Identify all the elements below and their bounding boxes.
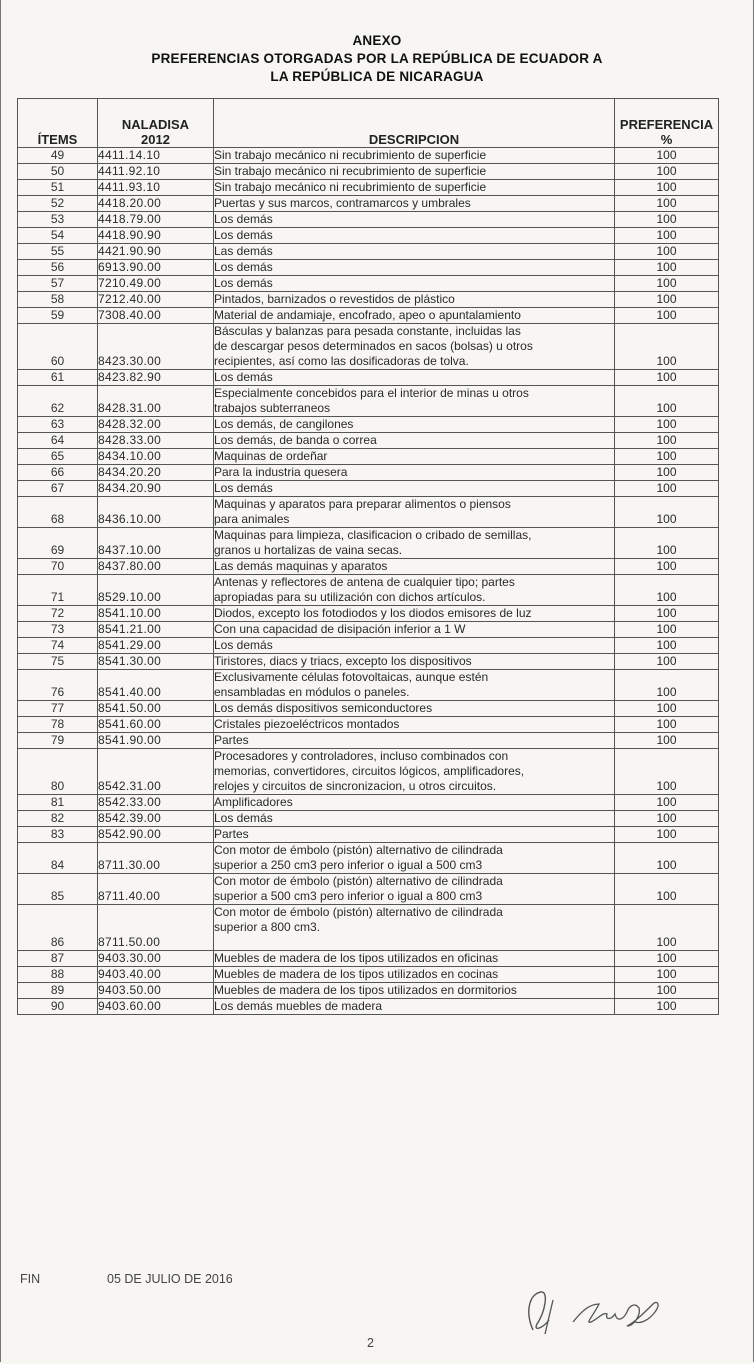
cell-preference: 100 xyxy=(615,465,719,481)
description-line: Sin trabajo mecánico ni recubrimiento de superficie xyxy=(214,148,487,162)
cell-preference: 100 xyxy=(615,999,719,1015)
description-line: Partes xyxy=(214,827,249,841)
column-header-preference-line2: % xyxy=(660,132,673,147)
table-row xyxy=(18,212,719,228)
cell-preference: 100 xyxy=(615,196,719,212)
cell-preference: 100 xyxy=(615,983,719,999)
cell-item: 58 xyxy=(18,292,98,308)
description-line: Para la industria quesera xyxy=(214,465,348,479)
table-row xyxy=(18,164,719,180)
table-row xyxy=(18,638,719,654)
cell-description xyxy=(214,874,615,905)
description-line: Los demás xyxy=(214,212,273,226)
cell-description xyxy=(214,528,615,559)
cell-description xyxy=(214,324,615,370)
cell-naladisa-code: 8542.90.00 xyxy=(98,827,214,843)
cell-preference: 100 xyxy=(615,433,719,449)
cell-naladisa-code: 9403.40.00 xyxy=(98,967,214,983)
cell-naladisa-code: 4418.20.00 xyxy=(98,196,214,212)
cell-naladisa-code: 8541.29.00 xyxy=(98,638,214,654)
cell-item: 50 xyxy=(18,164,98,180)
cell-description xyxy=(214,559,615,575)
description-line: Cristales piezoeléctricos montados xyxy=(214,717,400,731)
cell-description xyxy=(214,654,615,670)
cell-item: 62 xyxy=(18,386,98,417)
cell-naladisa-code: 8711.50.00 xyxy=(98,905,214,951)
cell-naladisa-code: 8436.10.00 xyxy=(98,497,214,528)
cell-item: 81 xyxy=(18,795,98,811)
cell-item: 84 xyxy=(18,843,98,874)
table-row xyxy=(18,733,719,749)
cell-item: 86 xyxy=(18,905,98,951)
table-row xyxy=(18,244,719,260)
table-row xyxy=(18,749,719,795)
description-line: Diodos, excepto los fotodiodos y los diodos emisores de luz xyxy=(214,606,532,620)
cell-preference: 100 xyxy=(615,559,719,575)
description-line: Con motor de émbolo (pistón) alternativo de cilindrada xyxy=(214,905,503,919)
cell-naladisa-code: 8434.20.90 xyxy=(98,481,214,497)
cell-naladisa-code: 8541.10.00 xyxy=(98,606,214,622)
table-row xyxy=(18,148,719,164)
cell-description xyxy=(214,386,615,417)
cell-description xyxy=(214,497,615,528)
cell-preference: 100 xyxy=(615,811,719,827)
cell-description xyxy=(214,701,615,717)
cell-naladisa-code: 8711.30.00 xyxy=(98,843,214,874)
footer-date: 05 DE JULIO DE 2016 xyxy=(107,1272,233,1286)
cell-description xyxy=(214,717,615,733)
table-row xyxy=(18,276,719,292)
column-header-description: DESCRIPCION xyxy=(214,99,615,148)
cell-item: 80 xyxy=(18,749,98,795)
cell-naladisa-code: 9403.30.00 xyxy=(98,951,214,967)
cell-preference: 100 xyxy=(615,180,719,196)
table-row xyxy=(18,528,719,559)
cell-item: 49 xyxy=(18,148,98,164)
cell-preference: 100 xyxy=(615,417,719,433)
cell-preference: 100 xyxy=(615,449,719,465)
cell-description xyxy=(214,795,615,811)
description-line: Material de andamiaje, encofrado, apeo o apuntalamiento xyxy=(214,308,521,322)
table-row xyxy=(18,433,719,449)
table-row xyxy=(18,386,719,417)
cell-naladisa-code: 8529.10.00 xyxy=(98,575,214,606)
table-body xyxy=(18,148,719,1015)
cell-item: 59 xyxy=(18,308,98,324)
cell-preference: 100 xyxy=(615,606,719,622)
description-line: Los demás xyxy=(214,228,273,242)
description-line: Las demás maquinas y aparatos xyxy=(214,559,388,573)
table-row xyxy=(18,701,719,717)
annex-subtitle-line1: PREFERENCIAS OTORGADAS POR LA REPÚBLICA DE ECUADOR A xyxy=(151,51,603,66)
cell-preference: 100 xyxy=(615,795,719,811)
table-row xyxy=(18,575,719,606)
cell-description xyxy=(214,244,615,260)
table-row xyxy=(18,481,719,497)
table-row xyxy=(18,417,719,433)
cell-item: 83 xyxy=(18,827,98,843)
description-line: Maquinas y aparatos para preparar alimentos o piensos xyxy=(214,497,511,511)
column-header-naladisa-line2: 2012 xyxy=(141,132,170,147)
cell-naladisa-code: 8434.20.20 xyxy=(98,465,214,481)
column-header-preference-line1: PREFERENCIA xyxy=(619,117,714,132)
table-row xyxy=(18,654,719,670)
cell-description xyxy=(214,449,615,465)
description-line: para animales xyxy=(214,512,290,526)
cell-preference: 100 xyxy=(615,497,719,528)
description-line: Amplificadores xyxy=(214,795,293,809)
description-line: Maquinas para limpieza, clasificacion o cribado de semillas, xyxy=(214,528,532,542)
cell-description xyxy=(214,308,615,324)
cell-description xyxy=(214,811,615,827)
cell-description xyxy=(214,180,615,196)
cell-preference: 100 xyxy=(615,370,719,386)
cell-naladisa-code: 7212.40.00 xyxy=(98,292,214,308)
cell-item: 53 xyxy=(18,212,98,228)
cell-naladisa-code: 8423.30.00 xyxy=(98,324,214,370)
table-row xyxy=(18,670,719,701)
cell-preference: 100 xyxy=(615,967,719,983)
cell-item: 89 xyxy=(18,983,98,999)
cell-preference: 100 xyxy=(615,874,719,905)
table-row xyxy=(18,999,719,1015)
cell-description xyxy=(214,433,615,449)
description-line: superior a 250 cm3 pero inferior o igual a 500 cm3 xyxy=(214,858,483,872)
cell-description xyxy=(214,843,615,874)
cell-item: 78 xyxy=(18,717,98,733)
cell-item: 55 xyxy=(18,244,98,260)
cell-description xyxy=(214,999,615,1015)
description-line: trabajos subterraneos xyxy=(214,401,331,415)
description-line: Partes xyxy=(214,733,249,747)
cell-naladisa-code: 6913.90.00 xyxy=(98,260,214,276)
cell-naladisa-code: 8423.82.90 xyxy=(98,370,214,386)
description-line: Los demás xyxy=(214,638,273,652)
cell-item: 56 xyxy=(18,260,98,276)
description-line: relojes y circuitos de sincronizacion, u otros circuitos. xyxy=(214,779,497,793)
table-row xyxy=(18,905,719,951)
description-line: Maquinas de ordeñar xyxy=(214,449,328,463)
cell-description xyxy=(214,967,615,983)
description-line: Los demás xyxy=(214,481,273,495)
table-row xyxy=(18,827,719,843)
cell-naladisa-code: 8541.50.00 xyxy=(98,701,214,717)
cell-item: 64 xyxy=(18,433,98,449)
table-row xyxy=(18,228,719,244)
handwritten-signature xyxy=(515,1282,715,1342)
cell-item: 87 xyxy=(18,951,98,967)
cell-description xyxy=(214,905,615,951)
description-line: Con motor de émbolo (pistón) alternativo de cilindrada xyxy=(214,874,503,888)
description-line: Tiristores, diacs y triacs, excepto los dispositivos xyxy=(214,654,472,668)
cell-naladisa-code: 4411.92.10 xyxy=(98,164,214,180)
cell-description xyxy=(214,196,615,212)
table-row xyxy=(18,260,719,276)
cell-naladisa-code: 8542.31.00 xyxy=(98,749,214,795)
cell-preference: 100 xyxy=(615,212,719,228)
cell-item: 57 xyxy=(18,276,98,292)
cell-item: 61 xyxy=(18,370,98,386)
cell-description xyxy=(214,622,615,638)
cell-preference: 100 xyxy=(615,827,719,843)
cell-description xyxy=(214,417,615,433)
cell-description xyxy=(214,606,615,622)
cell-description xyxy=(214,575,615,606)
cell-preference: 100 xyxy=(615,670,719,701)
cell-item: 60 xyxy=(18,324,98,370)
cell-preference: 100 xyxy=(615,843,719,874)
cell-naladisa-code: 4418.79.00 xyxy=(98,212,214,228)
table-row xyxy=(18,180,719,196)
table-row xyxy=(18,983,719,999)
cell-item: 85 xyxy=(18,874,98,905)
cell-description xyxy=(214,292,615,308)
cell-preference: 100 xyxy=(615,575,719,606)
cell-item: 71 xyxy=(18,575,98,606)
cell-item: 65 xyxy=(18,449,98,465)
cell-item: 76 xyxy=(18,670,98,701)
cell-description xyxy=(214,228,615,244)
description-line: Los demás xyxy=(214,260,273,274)
cell-item: 51 xyxy=(18,180,98,196)
description-line: Antenas y reflectores de antena de cualquier tipo; partes xyxy=(214,575,515,589)
cell-naladisa-code: 8542.33.00 xyxy=(98,795,214,811)
cell-naladisa-code: 4411.93.10 xyxy=(98,180,214,196)
description-line: Los demás muebles de madera xyxy=(214,999,383,1013)
cell-description xyxy=(214,827,615,843)
cell-naladisa-code: 8711.40.00 xyxy=(98,874,214,905)
cell-preference: 100 xyxy=(615,638,719,654)
preferences-table xyxy=(17,98,719,1015)
cell-preference: 100 xyxy=(615,528,719,559)
description-line: Procesadores y controladores, incluso combinados con xyxy=(214,749,509,763)
table-row xyxy=(18,951,719,967)
cell-naladisa-code: 8437.80.00 xyxy=(98,559,214,575)
cell-description xyxy=(214,370,615,386)
description-line: Los demás, de cangilones xyxy=(214,417,354,431)
description-line: Sin trabajo mecánico ni recubrimiento de superficie xyxy=(214,180,487,194)
footer-fin: FIN xyxy=(20,1272,41,1286)
description-line: Básculas y balanzas para pesada constante, incluidas las xyxy=(214,324,521,338)
cell-item: 52 xyxy=(18,196,98,212)
description-line: Muebles de madera de los tipos utilizados en oficinas xyxy=(214,951,499,965)
cell-description xyxy=(214,749,615,795)
column-header-naladisa-line1: NALADISA xyxy=(121,117,190,132)
description-line: Puertas y sus marcos, contramarcos y umbrales xyxy=(214,196,471,210)
cell-description xyxy=(214,951,615,967)
table-row xyxy=(18,324,719,370)
description-line: Las demás xyxy=(214,244,273,258)
description-line: Sin trabajo mecánico ni recubrimiento de superficie xyxy=(214,164,487,178)
cell-preference: 100 xyxy=(615,905,719,951)
column-header-naladisa xyxy=(98,99,214,148)
cell-preference: 100 xyxy=(615,276,719,292)
annex-title: ANEXO xyxy=(352,33,402,48)
table-row xyxy=(18,811,719,827)
cell-description xyxy=(214,164,615,180)
column-header-preference xyxy=(615,99,719,148)
table-row xyxy=(18,370,719,386)
cell-item: 72 xyxy=(18,606,98,622)
table-row xyxy=(18,465,719,481)
description-line: Pintados, barnizados o revestidos de plástico xyxy=(214,292,455,306)
cell-naladisa-code: 4421.90.90 xyxy=(98,244,214,260)
description-line: Muebles de madera de los tipos utilizados en dormitorios xyxy=(214,983,517,997)
column-header-items: ÍTEMS xyxy=(18,99,98,148)
description-line: recipientes, así como las dosificadoras de tolva. xyxy=(214,354,469,368)
table-row xyxy=(18,795,719,811)
cell-naladisa-code: 8428.32.00 xyxy=(98,417,214,433)
cell-preference: 100 xyxy=(615,244,719,260)
description-line: Los demás dispositivos semiconductores xyxy=(214,701,433,715)
table-row xyxy=(18,843,719,874)
table-row xyxy=(18,717,719,733)
cell-preference: 100 xyxy=(615,717,719,733)
cell-item: 73 xyxy=(18,622,98,638)
cell-naladisa-code: 7308.40.00 xyxy=(98,308,214,324)
cell-naladisa-code: 8428.31.00 xyxy=(98,386,214,417)
cell-preference: 100 xyxy=(615,164,719,180)
table-row xyxy=(18,497,719,528)
description-line xyxy=(214,935,614,950)
cell-item: 69 xyxy=(18,528,98,559)
cell-naladisa-code: 8434.10.00 xyxy=(98,449,214,465)
cell-preference: 100 xyxy=(615,228,719,244)
description-line: de descargar pesos determinados en sacos (bolsas) u otros xyxy=(214,339,533,353)
cell-item: 75 xyxy=(18,654,98,670)
table-row xyxy=(18,196,719,212)
cell-preference: 100 xyxy=(615,622,719,638)
cell-preference: 100 xyxy=(615,481,719,497)
table-row xyxy=(18,292,719,308)
table-row xyxy=(18,967,719,983)
cell-preference: 100 xyxy=(615,148,719,164)
cell-description xyxy=(214,276,615,292)
description-line: superior a 500 cm3 pero inferior o igual a 800 cm3 xyxy=(214,889,483,903)
cell-item: 67 xyxy=(18,481,98,497)
description-line: Especialmente concebidos para el interior de minas u otros xyxy=(214,386,529,400)
table-row xyxy=(18,308,719,324)
cell-description xyxy=(214,481,615,497)
description-line: memorias, convertidores, circuitos lógicos, amplificadores, xyxy=(214,764,525,778)
table-row xyxy=(18,622,719,638)
description-line: Muebles de madera de los tipos utilizados en cocinas xyxy=(214,967,499,981)
cell-item: 54 xyxy=(18,228,98,244)
cell-naladisa-code: 8437.10.00 xyxy=(98,528,214,559)
cell-item: 79 xyxy=(18,733,98,749)
description-line: apropiadas para su utilización con dichos artículos. xyxy=(214,590,486,604)
cell-item: 63 xyxy=(18,417,98,433)
cell-item: 70 xyxy=(18,559,98,575)
description-line: Con una capacidad de disipación inferior a 1 W xyxy=(214,622,466,636)
description-line: Exclusivamente células fotovoltaicas, aunque estén xyxy=(214,670,489,684)
cell-preference: 100 xyxy=(615,386,719,417)
cell-item: 82 xyxy=(18,811,98,827)
description-line: superior a 800 cm3. xyxy=(214,920,321,934)
table-row xyxy=(18,449,719,465)
cell-preference: 100 xyxy=(615,749,719,795)
description-line: granos u hortalizas de vaina secas. xyxy=(214,543,403,557)
description-line: Los demás xyxy=(214,370,273,384)
cell-naladisa-code: 8541.21.00 xyxy=(98,622,214,638)
cell-preference: 100 xyxy=(615,733,719,749)
cell-preference: 100 xyxy=(615,654,719,670)
page-number: 2 xyxy=(367,1336,374,1350)
annex-subtitle-line2: LA REPÚBLICA DE NICARAGUA xyxy=(270,69,484,84)
cell-description xyxy=(214,260,615,276)
cell-description xyxy=(214,733,615,749)
cell-naladisa-code: 4411.14.10 xyxy=(98,148,214,164)
description-line: Los demás xyxy=(214,276,273,290)
cell-naladisa-code: 8541.60.00 xyxy=(98,717,214,733)
cell-item: 74 xyxy=(18,638,98,654)
cell-naladisa-code: 4418.90.90 xyxy=(98,228,214,244)
cell-item: 68 xyxy=(18,497,98,528)
cell-description xyxy=(214,148,615,164)
cell-preference: 100 xyxy=(615,292,719,308)
cell-naladisa-code: 8541.40.00 xyxy=(98,670,214,701)
cell-item: 66 xyxy=(18,465,98,481)
table-header-row xyxy=(18,99,719,148)
table-row xyxy=(18,606,719,622)
cell-naladisa-code: 8428.33.00 xyxy=(98,433,214,449)
cell-naladisa-code: 9403.50.00 xyxy=(98,983,214,999)
cell-preference: 100 xyxy=(615,308,719,324)
cell-naladisa-code: 8541.30.00 xyxy=(98,654,214,670)
cell-preference: 100 xyxy=(615,951,719,967)
description-line: ensambladas en módulos o paneles. xyxy=(214,685,410,699)
cell-naladisa-code: 9403.60.00 xyxy=(98,999,214,1015)
cell-description xyxy=(214,670,615,701)
cell-description xyxy=(214,212,615,228)
cell-naladisa-code: 8542.39.00 xyxy=(98,811,214,827)
table-row xyxy=(18,559,719,575)
cell-description xyxy=(214,983,615,999)
cell-naladisa-code: 8541.90.00 xyxy=(98,733,214,749)
description-line: Con motor de émbolo (pistón) alternativo de cilindrada xyxy=(214,843,503,857)
cell-preference: 100 xyxy=(615,260,719,276)
description-line: Los demás, de banda o correa xyxy=(214,433,377,447)
description-line: Los demás xyxy=(214,811,273,825)
cell-description xyxy=(214,638,615,654)
cell-description xyxy=(214,465,615,481)
cell-item: 77 xyxy=(18,701,98,717)
table-row xyxy=(18,874,719,905)
cell-preference: 100 xyxy=(615,324,719,370)
cell-naladisa-code: 7210.49.00 xyxy=(98,276,214,292)
cell-preference: 100 xyxy=(615,701,719,717)
cell-item: 90 xyxy=(18,999,98,1015)
cell-item: 88 xyxy=(18,967,98,983)
